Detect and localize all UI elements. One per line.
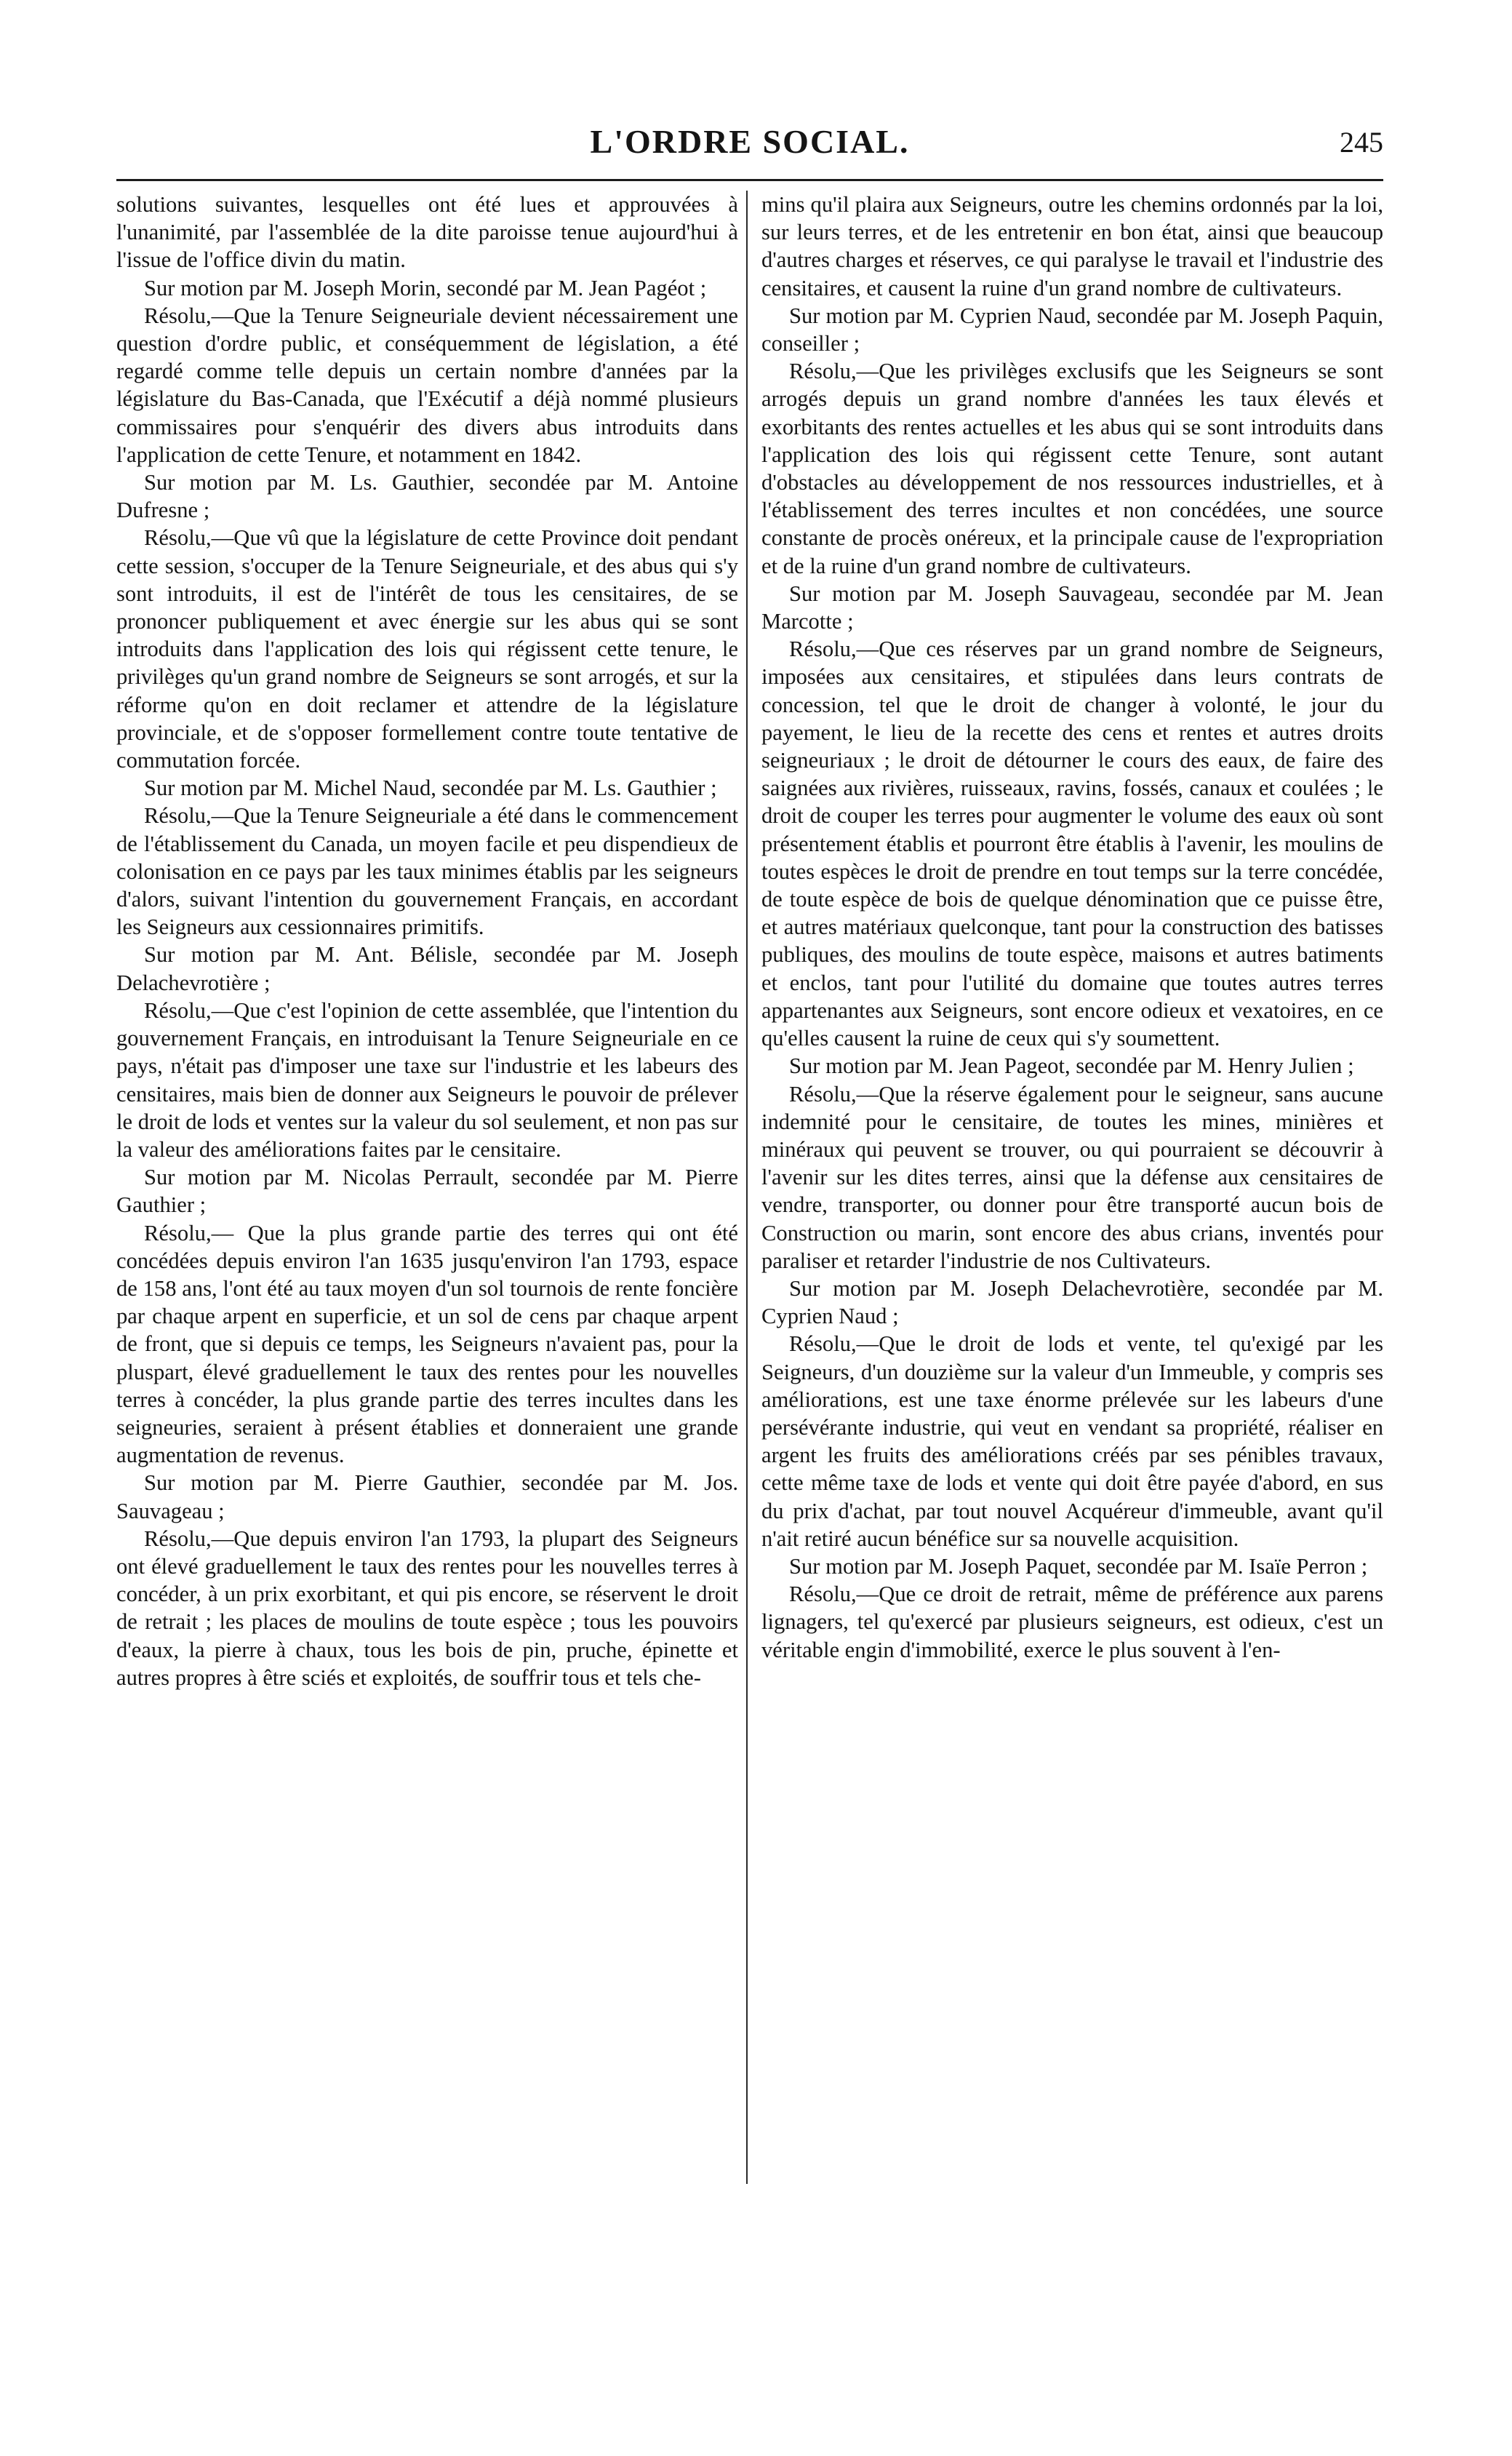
motion-line: Sur motion par M. Ant. Bélisle, secondée par M. Joseph Delachevrotière ; — [116, 942, 738, 995]
resolution-paragraph: Résolu,—Que les privilèges exclusifs que les Seigneurs se sont arrogés depuis un grand nombre d'années les taux élevés et exorbitants des rentes actuelles et les abus qui se sont introduits dans l'application des lois qui régissent cette Tenure, sont autant d'obstacles au développement de nos ressources industrielles, et à l'établissement des terres incultes et non concédées, une source constante de procès onéreux, et la principale cause de l'expropriation et de la ruine d'un grand nombre de cultivateurs. — [761, 359, 1383, 578]
motion-line: Sur motion par M. Michel Naud, secondée par M. Ls. Gauthier ; — [144, 776, 717, 801]
motion-line: Sur motion par M. Jean Pageot, secondée par M. Henry Julien ; — [789, 1053, 1354, 1079]
right-column — [761, 191, 1383, 2184]
paragraph: mins qu'il plaira aux Seigneurs, outre les chemins ordonnés par la loi, sur leurs terres, et de les entretenir en bon état, ainsi que beaucoup d'autres charges et réserves, ce qui paralyse le travail et l'industrie des censitaires, et causent la ruine d'un grand nombre de cultivateurs. — [761, 192, 1383, 300]
resolution-paragraph: Résolu,—Que la réserve également pour le seigneur, sans aucune indemnité pour le censitaire, de toutes les mines, minières et minéraux qui peuvent se trouver, ou qui pourraient se découvrir à l'avenir sur les dites terres, ainsi que la défense aux censitaires de vendre, transporter, ou donner pour être transporté aucun bois de Construction ou marin, sont encore des abus crians, inventés pour paraliser et retarder l'industrie de nos Cultivateurs. — [761, 1081, 1383, 1273]
motion-line: Sur motion par M. Joseph Sauvageau, secondée par M. Jean Marcotte ; — [761, 581, 1383, 634]
resolution-paragraph: Résolu,—Que depuis environ l'an 1793, la plupart des Seigneurs ont élevé graduellement le taux des rentes pour les nouvelles terres à concéder, à un prix exorbitant, et qui pis encore, se réservent le droit de retrait ; les places de moulins de toute espèce ; tous les pouvoirs d'eaux, la pierre à chaux, tous les bois de pin, pruche, épinette et autres propres à être sciés et exploités, de souffrir tous et tels che- — [116, 1526, 738, 1690]
page-number: 245 — [1340, 126, 1383, 159]
motion-line: Sur motion par M. Nicolas Perrault, secondée par M. Pierre Gauthier ; — [116, 1165, 738, 1218]
motion-line: Sur motion par M. Joseph Paquet, secondée par M. Isaïe Perron ; — [789, 1553, 1368, 1579]
motion-line: Sur motion par M. Joseph Delachevrotière, secondée par M. Cyprien Naud ; — [761, 1275, 1383, 1329]
page-header — [116, 122, 1383, 173]
resolution-paragraph: Résolu,—Que c'est l'opinion de cette assemblée, que l'intention du gouvernement Français, en introduisant la Tenure Seigneuriale en ce pays, n'était pas d'imposer une taxe sur l'industrie et les labeurs des censitaires, mais bien de donner aux Seigneurs le pouvoir de prélever le droit de lods et ventes sur la valeur du sol seulement, et non pas sur la valeur des améliorations faites par le censitaire. — [116, 997, 738, 1162]
resolution-paragraph: Résolu,—Que la Tenure Seigneuriale devient nécessairement une question d'ordre public, et conséquemment de législation, a été regardé comme telle depuis un certain nombre d'années par la législature du Bas-Canada, que l'Exécutif a déjà nommé plusieurs commissaires pour s'enquérir des divers abus introduits dans l'application de cette Tenure, et notamment en 1842. — [116, 303, 738, 467]
motion-line: Sur motion par M. Cyprien Naud, secondée par M. Joseph Paquin, conseiller ; — [761, 303, 1383, 356]
motion-line: Sur motion par M. Ls. Gauthier, secondée par M. Antoine Dufresne ; — [116, 470, 738, 523]
resolution-paragraph: Résolu,—Que le droit de lods et vente, tel qu'exigé par les Seigneurs, d'un douzième sur la valeur d'un Immeuble, y compris ses améliorations, est une taxe énorme prélevée sur les labeurs d'une persévérante industrie, qui veut en vendant sa propriété, réaliser en argent les fruits des améliorations créés par ses pénibles travaux, cette même taxe de lods et vente qui doit être payée d'abord, en sus du prix d'achat, par tout nouvel Acquéreur d'immeuble, avant qu'il n'ait retiré aucun bénéfice sur sa nouvelle acquisition. — [761, 1331, 1383, 1551]
motion-line: Sur motion par M. Joseph Morin, secondé par M. Jean Pagéot ; — [144, 275, 707, 300]
column-divider — [746, 191, 748, 2184]
paragraph: solutions suivantes, lesquelles ont été lues et approuvées à l'unanimité, par l'assemblée de la dite paroisse tenue aujourd'hui à l'issue de l'office divin du matin. — [116, 192, 738, 273]
resolution-paragraph: Résolu,—Que ce droit de retrait, même de préférence aux parens lignagers, tel qu'exercé par plusieurs seigneurs, est odieux, c'est un véritable engin d'immobilité, exerce le plus souvent à l'en- — [761, 1582, 1383, 1662]
motion-line: Sur motion par M. Pierre Gauthier, secondée par M. Jos. Sauvageau ; — [116, 1470, 738, 1523]
resolution-paragraph: Résolu,—Que ces réserves par un grand nombre de Seigneurs, imposées aux censitaires, et stipulées dans leurs contrats de concession, tel que le droit de changer à volonté, le jour du payement, le lieu de la recette des cens et rentes et autres droits seigneuriaux ; le droit de détourner le cours des eaux, de faire des saignées aux rivières, ruisseaux, ravins, fossés, canaux et coulées ; le droit de couper les terres pour augmenter le volume des eaux où sont présentement établis et pourront être établis à l'avenir, les moulins de toutes espèces le droit de prendre en tout temps sur la terre concédée, de toute espèce de bois de quelque dénomination que ce puisse être, et autres matériaux quelconque, tant pour la construction des batisses publiques, des moulins de toute espèce, maisons et autres batiments et enclos, tant pour l'utilité du domaine que toutes autres terres appartenantes aux Seigneurs, sont encore odieux et vexatoires, en ce qu'elles causent la ruine de ceux qui s'y soumettent. — [761, 637, 1383, 1051]
left-column — [116, 191, 738, 2184]
running-title: L'ORDRE SOCIAL. — [590, 123, 910, 160]
resolution-paragraph: Résolu,—Que vû que la législature de cette Province doit pendant cette session, s'occuper de la Tenure Seigneuriale, et des abus qui s'y sont introduits, il est de l'intérêt de tous les censitaires, de se prononcer publiquement et avec énergie sur les abus qui se sont introduits dans l'application des lois qui régissent cette tenure, le privilèges qu'un grand nombre de Seigneurs se sont arrogés, et sur la réforme qu'on en doit reclamer et attendre de la législature provinciale, et de s'opposer formellement contre toute tentative de commutation forcée. — [116, 525, 738, 773]
resolution-paragraph: Résolu,— Que la plus grande partie des terres qui ont été concédées depuis environ l'an 1635 jusqu'environ l'an 1793, espace de 158 ans, l'ont été au taux moyen d'un sol tournois de rente foncière par chaque arpent en superficie, et un sol de cens par chaque arpent de front, que si depuis ce temps, les Seigneurs n'avaient pas, pour la pluspart, élevé graduellement le taux des rentes pour les nouvelles terres à concéder, la plus grande partie des terres incultes dans les seigneuries, seraient à présent établies et donneraient une grande augmentation de revenus. — [116, 1220, 738, 1468]
header-rule — [116, 179, 1383, 181]
resolution-paragraph: Résolu,—Que la Tenure Seigneuriale a été dans le commencement de l'établissement du Canada, un moyen facile et peu dispendieux de colonisation en ce pays par les taux minimes établis par les seigneurs d'alors, suivant l'intention du gouvernement Français, en accordant les Seigneurs aux cessionnaires primitifs. — [116, 803, 738, 940]
